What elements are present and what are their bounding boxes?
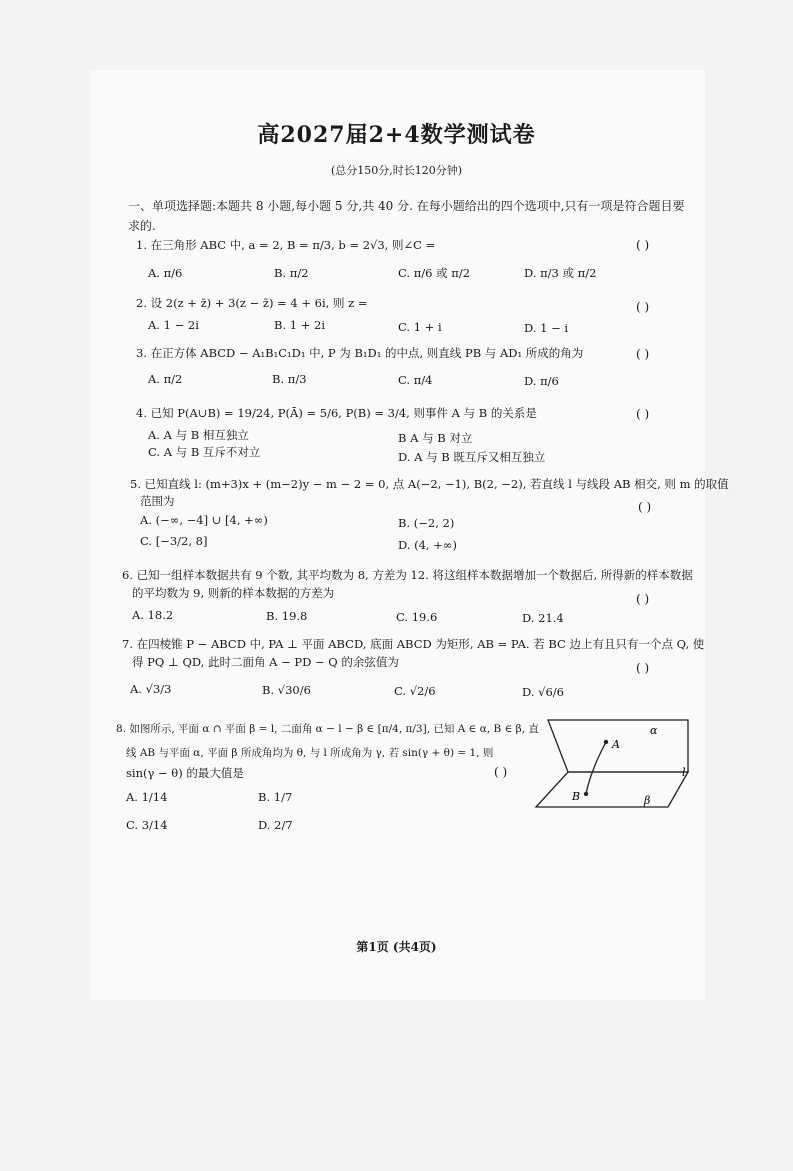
option-a: A. 18.2 <box>132 608 174 622</box>
answer-paren: ( ) <box>636 592 650 606</box>
answer-paren: ( ) <box>638 500 652 514</box>
option-b: B. π/2 <box>274 266 309 280</box>
label-a: A <box>612 738 620 751</box>
label-l: l <box>682 766 686 779</box>
option-d: D. π/3 或 π/2 <box>524 266 597 280</box>
answer-paren: ( ) <box>494 765 508 779</box>
option-b: B. 1 + 2i <box>274 318 326 332</box>
option-a: A. π/2 <box>148 372 183 386</box>
option-d: D. A 与 B 既互斥又相互独立 <box>398 450 546 464</box>
option-d: D. 2/7 <box>258 818 293 832</box>
option-b: B. √30/6 <box>262 683 311 697</box>
exam-info: (总分150分,时长120分钟) <box>330 164 463 177</box>
plane-beta <box>536 772 688 807</box>
page-title: 高2027届2+4数学测试卷 <box>257 122 536 148</box>
option-c: C. √2/6 <box>394 684 436 698</box>
option-d: D. 21.4 <box>522 611 564 625</box>
option-a: A. A 与 B 相互独立 <box>148 428 249 442</box>
option-c: C. 1 + i <box>398 320 442 334</box>
question-7-stem: 7. 在四棱锥 P − ABCD 中, PA ⊥ 平面 ABCD, 底面 ABCD 为矩形, AB = PA. 若 BC 边上有且只有一个点 Q, 使 <box>122 637 705 651</box>
dihedral-figure <box>528 712 692 812</box>
label-beta: β <box>644 794 651 807</box>
section-header: 一、单项选择题:本题共 8 小题,每小题 5 分,共 40 分. 在每小题给出的四个选项中,只有一项是符合题目要求的. <box>128 199 685 233</box>
question-5-stem-cont: 范围为 <box>140 494 175 508</box>
question-4-stem: 4. 已知 P(A∪B) = 19/24, P(Ā) = 5/6, P(B) = 3/4, 则事件 A 与 B 的关系是 <box>136 406 537 420</box>
question-6-stem: 6. 已知一组样本数据共有 9 个数, 其平均数为 8, 方差为 12. 将这组样本数据增加一个数据后, 所得新的样本数据 <box>122 568 693 582</box>
label-b: B <box>572 790 581 803</box>
question-1-stem: 1. 在三角形 ABC 中, a = 2, B = π/3, b = 2√3, 则∠C = <box>136 238 436 252</box>
answer-paren: ( ) <box>636 407 650 421</box>
question-5-stem: 5. 已知直线 l: (m+3)x + (m−2)y − m − 2 = 0, 点 A(−2, −1), B(2, −2), 若直线 l 与线段 AB 相交, 则 m 的取值 <box>130 477 729 491</box>
segment-ab <box>586 742 606 794</box>
option-a: A. π/6 <box>148 266 183 280</box>
page-footer: 第1页 (共4页) <box>356 940 437 954</box>
option-c: C. [−3/2, 8] <box>140 534 208 548</box>
option-a: A. √3/3 <box>130 682 172 696</box>
question-3-stem: 3. 在正方体 ABCD − A₁B₁C₁D₁ 中, P 为 B₁D₁ 的中点, 则直线 PB 与 AD₁ 所成的角为 <box>136 346 584 360</box>
answer-paren: ( ) <box>636 238 650 252</box>
question-7-stem-cont: 得 PQ ⊥ QD, 此时二面角 A − PD − Q 的余弦值为 <box>132 655 399 669</box>
question-6-stem-cont: 的平均数为 9, 则新的样本数据的方差为 <box>132 586 335 600</box>
question-8-stem-cont2: sin(γ − θ) 的最大值是 <box>126 766 244 780</box>
option-d: D. π/6 <box>524 374 559 388</box>
question-8-stem-cont: 线 AB 与平面 α, 平面 β 所成角均为 θ, 与 l 所成角为 γ, 若 sin(γ + θ) = 1, 则 <box>126 747 494 759</box>
option-c: C. π/4 <box>398 373 433 387</box>
option-d: D. √6/6 <box>522 685 564 699</box>
option-b: B. 1/7 <box>258 790 293 804</box>
question-8-stem: 8. 如图所示, 平面 α ∩ 平面 β = l, 二面角 α − l − β ∈ [π/4, π/3], 已知 A ∈ α, B ∈ β, 直 <box>116 723 539 735</box>
label-alpha: α <box>650 724 658 737</box>
option-c: C. π/6 或 π/2 <box>398 266 471 280</box>
option-a: A. 1/14 <box>126 790 168 804</box>
option-c: C. 3/14 <box>126 818 168 832</box>
option-d: D. 1 − i <box>524 321 569 335</box>
point-a <box>604 740 608 744</box>
option-b: B. π/3 <box>272 372 307 386</box>
answer-paren: ( ) <box>636 661 650 675</box>
answer-paren: ( ) <box>636 300 650 314</box>
option-b: B. (−2, 2) <box>398 516 455 530</box>
answer-paren: ( ) <box>636 347 650 361</box>
question-2-stem: 2. 设 2(z + z̄) + 3(z − z̄) = 4 + 6i, 则 z = <box>136 296 368 310</box>
option-a: A. 1 − 2i <box>148 318 199 332</box>
option-d: D. (4, +∞) <box>398 538 457 552</box>
point-b <box>584 792 588 796</box>
option-a: A. (−∞, −4] ∪ [4, +∞) <box>140 513 268 527</box>
option-b: B A 与 B 对立 <box>398 431 473 445</box>
option-c: C. A 与 B 互斥不对立 <box>148 445 261 459</box>
option-c: C. 19.6 <box>396 610 438 624</box>
option-b: B. 19.8 <box>266 609 308 623</box>
